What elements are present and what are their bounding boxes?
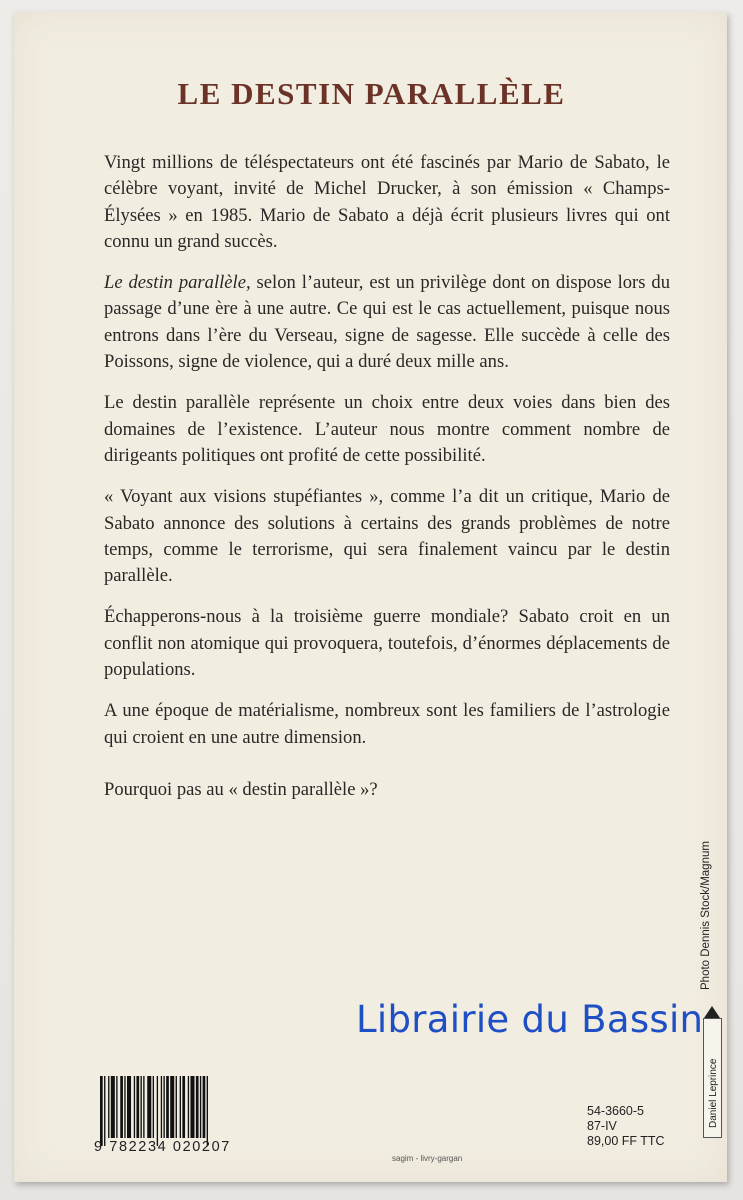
barcode-bar xyxy=(180,1076,181,1138)
barcode-bar xyxy=(111,1076,115,1138)
photo-credit: Photo Dennis Stock/Magnum xyxy=(700,841,712,990)
barcode-bar xyxy=(108,1076,109,1138)
printer-imprint: sagim - livry-gargan xyxy=(392,1154,463,1163)
barcode-bar xyxy=(143,1076,144,1138)
barcode-bar xyxy=(188,1076,189,1138)
barcode-bar xyxy=(163,1076,164,1138)
blurb-paragraph-1: Vingt millions de téléspectateurs ont été fascinés par Mario de Sabato, le célèbre voyant, invité de Michel Drucker, à son émission « Champs-Élysées » en 1985. Mario de Sabato a déjà écrit plusieurs livres qui ont connu un grand succès. xyxy=(104,152,670,252)
book-title: LE DESTIN PARALLÈLE xyxy=(177,76,566,111)
barcode-bar xyxy=(196,1076,199,1138)
barcode-bar xyxy=(104,1076,105,1146)
edition-code: 87-IV xyxy=(587,1119,617,1133)
price-block xyxy=(587,1104,665,1149)
bookshop-watermark: Librairie du Bassin xyxy=(356,998,704,1041)
barcode-bar xyxy=(127,1076,131,1138)
barcode-bar xyxy=(100,1076,103,1146)
catalog-code: 54-3660-5 xyxy=(587,1104,644,1118)
barcode-bar xyxy=(176,1076,177,1138)
blurb-paragraph-5: Échapperons-nous à la troisième guerre mondiale? Sabato croit en un conflit non atomique qui provoquera, toutefois, d’énormes déplacements de populations. xyxy=(104,606,670,681)
barcode-bar xyxy=(200,1076,201,1138)
barcode-bar xyxy=(147,1076,151,1138)
barcode-bar xyxy=(134,1076,135,1138)
blurb-paragraph-7: Pourquoi pas au « destin parallèle »? xyxy=(104,778,378,800)
barcode-bar xyxy=(190,1076,194,1138)
blurb-paragraph-3: Le destin parallèle représente un choix entre deux voies dans bien des domaines de l’existence. L’auteur nous montre comment nombre de dirigeants politiques ont profité de cette possibilité. xyxy=(104,392,670,466)
barcode-bar xyxy=(170,1076,174,1138)
blurb-paragraph-4: « Voyant aux visions stupéfiantes », comme l’a dit un critique, Mario de Sabato annonce des solutions à certains des grands problèmes de notre temps, comme le terrorisme, qui sera finalement vaincu par le destin parallèle. xyxy=(104,486,670,587)
isbn-digits: 9 782234 020207 xyxy=(94,1139,231,1155)
barcode-bar xyxy=(161,1076,162,1138)
barcode-bar xyxy=(207,1076,208,1146)
barcode-bar xyxy=(124,1076,125,1138)
barcode-bar xyxy=(157,1076,158,1146)
designer-credit: Daniel Leprince xyxy=(708,1058,719,1128)
barcode-bar xyxy=(116,1076,117,1138)
blurb-text xyxy=(104,150,670,818)
price-label: 89,00 FF TTC xyxy=(587,1134,665,1148)
blurb-paragraph-2: Le destin parallèle, selon l’auteur, est un privilège dont on dispose lors du passage d’une ère à une autre. Ce qui est le cas actuellement, puisque nous entrons dans l’ère du Verseau, signe de sagesse. Elle succède à celle des Poissons, signe de violence, qui a duré deux mille ans. xyxy=(104,272,670,373)
barcode-bar xyxy=(203,1076,206,1138)
barcode-bar xyxy=(182,1076,185,1138)
book-title-italic: Le destin parallèle, xyxy=(104,272,251,294)
blurb-paragraph-6: A une époque de matérialisme, nombreux sont les familiers de l’astrologie qui croient en une autre dimension. xyxy=(104,700,670,748)
barcode-bar xyxy=(141,1076,142,1138)
barcode-bar xyxy=(120,1076,123,1138)
barcode-bar xyxy=(153,1076,154,1138)
barcode-bar xyxy=(166,1076,169,1138)
barcode-bar xyxy=(136,1076,139,1138)
arrow-icon xyxy=(704,1006,720,1018)
